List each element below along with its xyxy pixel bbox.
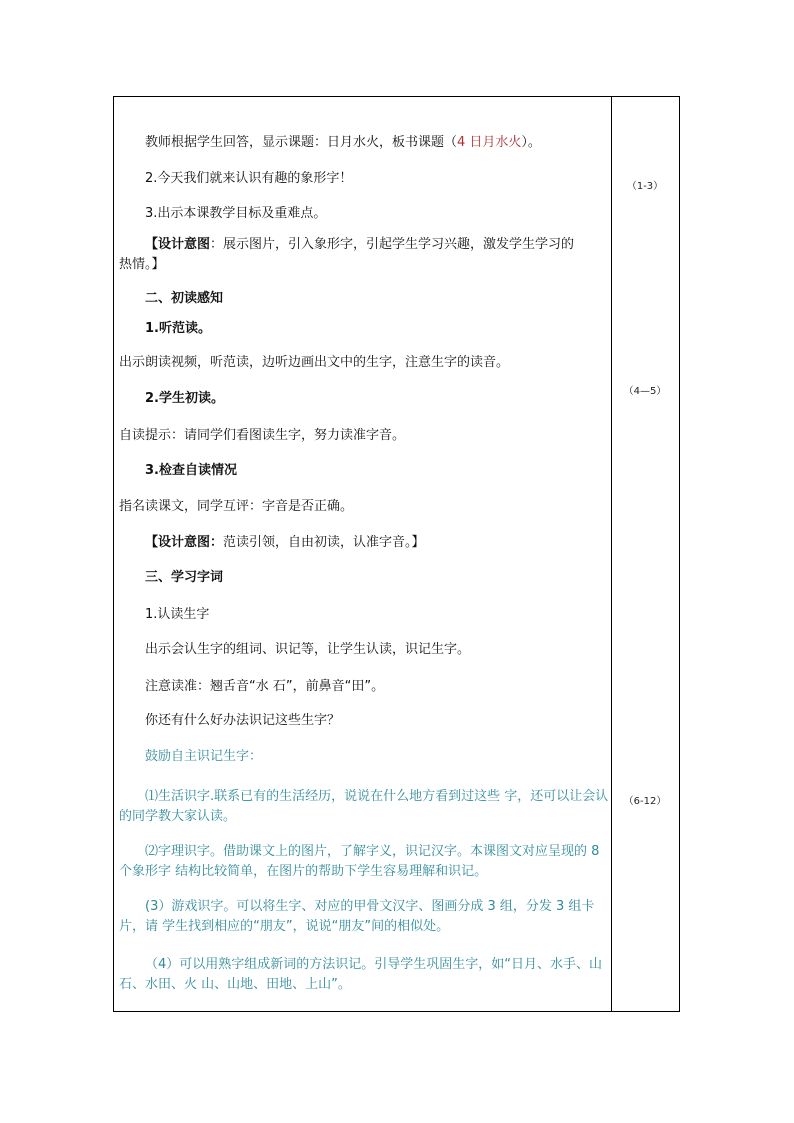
paragraph-topic [119,133,609,153]
time-note-3: （6-12） [623,796,667,807]
section-heading-3: 三、学习字词 [145,570,224,585]
paragraph-check: 指名读课文，同学互评：字音是否正确。 [119,499,354,514]
design-intent-text: ：展示图片，引入象形字，引起学生学习兴趣，激发学生学习的 [210,237,575,252]
paragraph-first-read: 自读提示：请同学们看图读生字，努力读准字音。 [119,428,406,443]
design-intent-label: 【设计意图 [145,237,211,252]
method-new-words: （4）可以用熟字组成新词的方法识记。引导学生巩固生字，如“日月、水手、山石、水田、火 山、山地、田地、上山”。 [119,957,603,992]
method-pictograph: ⑵字理识字。借助课文上的图片，了解字义，识记汉字。本课图文对应呈现的 8 个象形字 结构比较简单，在图片的帮助下学生容易理解和识记。 [119,844,600,879]
method-game: (3）游戏识字。可以将生字、对应的甲骨文汉字、图画分成 3 组，分发 3 组卡片，请 学生找到相应的“朋友”，说说“朋友”间的相似处。 [119,899,595,934]
column-divider [611,97,612,1011]
section-heading-2: 二、初读感知 [145,291,224,306]
paragraph-listen: 出示朗读视频，听范读，边听边画出文中的生字，注意生字的读音。 [119,355,510,370]
text-topic-title: 4 日月水火 [457,135,522,150]
subheading-recognize: 1.认读生字 [145,607,210,622]
paragraph-step-3: 3.出示本课教学目标及重难点。 [145,206,327,221]
time-note-1: （1-3） [626,181,664,192]
design-intent-2-label: 【设计意图： [145,535,224,550]
text-topic-pre: 教师根据学生回答，显示课题：日月水火，板书课题（ [145,135,458,150]
design-intent-1-cont: 热情。】 [119,257,165,272]
design-intent-1 [119,235,609,255]
paragraph-pronunciation: 注意读准：翘舌音“水 石”，前鼻音“田”。 [145,679,385,694]
paragraph-encourage: 鼓励自主识记生字： [145,749,263,764]
subheading-first-read: 2.学生初读。 [145,391,224,406]
design-intent-2-text: 范读引领，自由初读，认准字音。】 [223,535,425,550]
lesson-table [113,96,680,1012]
text-topic-post: ）。 [521,135,541,150]
subheading-check: 3.检查自读情况 [145,463,237,478]
time-note-2: （4—5） [623,386,667,397]
subheading-listen: 1.听范读。 [145,321,211,336]
paragraph-recognize: 出示会认生字的组词、识记等，让学生认读，识记生字。 [145,642,471,657]
design-intent-2 [119,533,609,553]
paragraph-step-2: 2.今天我们就来认识有趣的象形字！ [145,171,353,186]
paragraph-question: 你还有什么好办法识记这些生字？ [145,713,341,728]
method-life: ⑴生活识字.联系已有的生活经历，说说在什么地方看到过这些 字，还可以让会认的同学教大家认读。 [119,789,609,824]
